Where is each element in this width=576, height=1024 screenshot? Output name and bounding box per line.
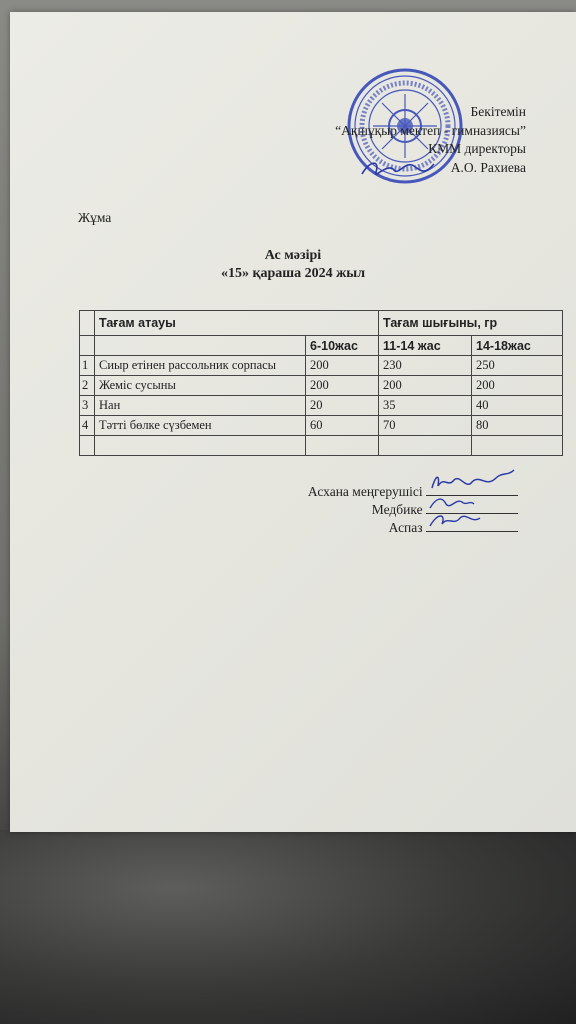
approval-line-approve: Бекітемін (470, 104, 526, 119)
table-row: 1 Сиыр етінен рассольник сорпасы 200 230 250 (80, 356, 563, 376)
table-row: 4 Тәтті бөлке сүзбемен 60 70 80 (80, 416, 563, 436)
age-group-2: 11-14 жас (379, 336, 472, 356)
signature-cook (308, 518, 518, 536)
document-page (10, 12, 576, 832)
menu-date: «15» қараша 2024 жыл (220, 266, 366, 281)
table-header-row (80, 311, 563, 336)
dish-name: Нан (95, 396, 306, 416)
table-age-row (80, 336, 563, 356)
dish-name: Жеміс сусыны (95, 376, 306, 396)
header-consumption: Тағам шығыны, гр (379, 311, 563, 336)
menu-table (79, 310, 563, 456)
table-row: 2 Жеміс сусыны 200 200 200 (80, 376, 563, 396)
age-group-1: 6-10жас (306, 336, 379, 356)
approval-line-position: КММ директоры (428, 141, 526, 156)
dish-name: Тәтті бөлке сүзбемен (95, 416, 306, 436)
signature-label-head-cook: Асхана меңгерушісі (307, 484, 423, 499)
dish-name: Сиыр етінен рассольник сорпасы (95, 356, 306, 376)
approval-line-school: “Ақшұқыр мектеп - гимназиясы” (335, 122, 526, 138)
weekday-label: Жұма (78, 210, 112, 225)
director-signature (358, 152, 438, 184)
table-row: 3 Нан 20 35 40 (80, 396, 563, 416)
header-dish-name: Тағам атауы (95, 311, 379, 336)
menu-title: Ас мәзірі (264, 248, 322, 263)
signature-label-nurse: Медбике (371, 502, 423, 517)
floor-background (0, 830, 576, 1024)
signature-line (426, 518, 518, 532)
signature-label-cook: Аспаз (388, 520, 423, 535)
approval-line-director: А.О. Рахиева (450, 159, 526, 175)
table-row-empty (80, 436, 563, 456)
age-group-3: 14-18жас (472, 336, 563, 356)
handwritten-signature (426, 504, 518, 532)
signature-block (308, 482, 518, 536)
